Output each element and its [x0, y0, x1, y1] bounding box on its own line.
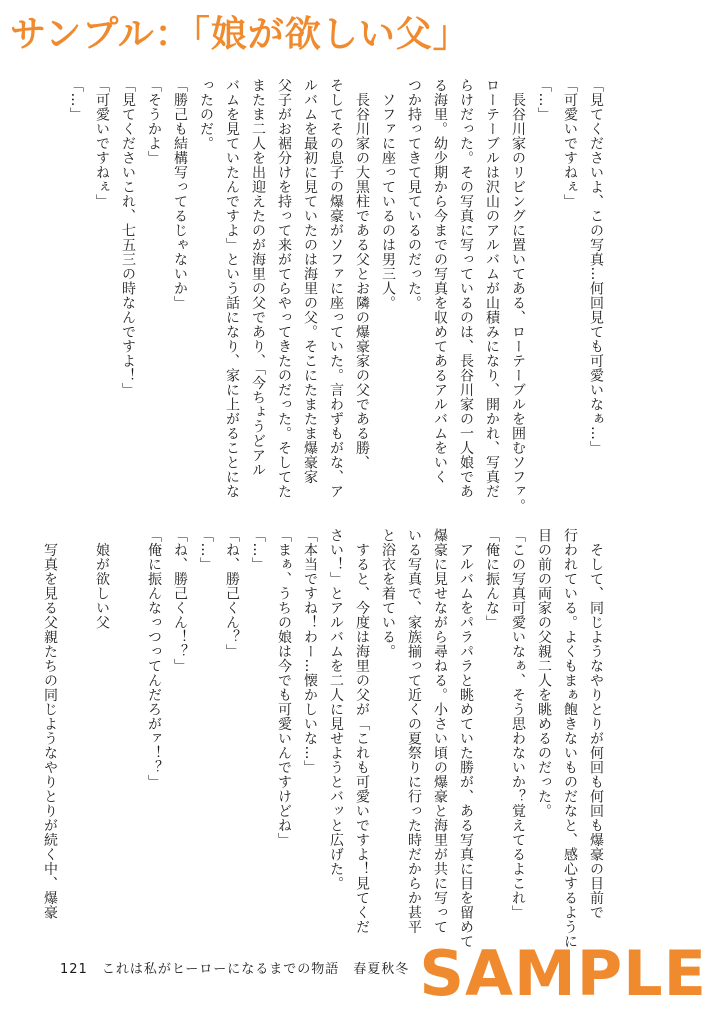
novel-text-lower: そして、同じようなやりとりが何回も何回も爆豪の目前で 行われている。よくもまぁ飽きないものだなと、感心するように 目の前の両家の父親二人を眺めるのだった。 「この写真可愛いなぁ、そう思わないか？覚えてるよこれ」 「俺に振んな」 アルバムをパラパラと眺めていた勝が、ある写真に目を留めて 爆豪に見せながら尋ねる。小さい頃の爆豪と海里が共に写って いる写真で、家族揃って近くの夏祭りに行った時だからか甚平 と浴衣を着ている。 すると、今度は海里の父が「これも可愛いですよ！見てくだ さい！」とアルバムを二人に見せようとバッと広げた。 「本当ですね！わー…懐かしいな…」 「まぁ、うちの娘は今でも可愛いんですけどね」 「…」 「ね、勝己くん？」 「…」 「ね、勝己くん！？」 「俺に振んなっつってんだろがァ！？」 娘が欲しい父 写真を見る父親たちの同じようなやりとりが続く中、爆豪	[42, 528, 604, 949]
page-title: サンプル：「娘が欲しい父」	[10, 14, 470, 55]
sample-watermark: SAMPLE	[419, 937, 707, 1010]
novel-text-upper: 「見てくださいよ、この写真…何回見ても可愛いなぁ…」 「可愛いですねぇ」 「…」 長谷川家のリビングに置いてある、ローテーブルを囲むソファ。 ローテーブルは沢山のアルバムが山積みになり、開かれ、写真だ らけだった。その写真に写っているのは、長谷川家の一人娘であ る海里。幼少期から今までの写真を収めてあるアルバムをいく つか持ってきて見ているのだった。 ソファに座っているのは男三人。 長谷川家の大黒柱である父とお隣の爆豪家の父である勝、 そしてその息子の爆豪がソファに座っていた。言わずもがな、ア ルバムを最初に見ていたのは海里の父。そこにたまたま爆豪家 父子がお裾分けを持って来がてらやってきたのだった。そしてた またま二人を出迎えたのが海里の父であり、「今ちょうどアル バムを見ていたんですよ」という話になり、家に上がることにな ったのだ。 「勝己も結構写ってるじゃないか」 「そうかよ」 「見てくださいこれ、七五三の時なんですよ！」 「可愛いですねぇ」 「…」	[68, 78, 604, 513]
page-footer: 121 これは私がヒーローになるまでの物語 春夏秋冬	[60, 962, 410, 977]
